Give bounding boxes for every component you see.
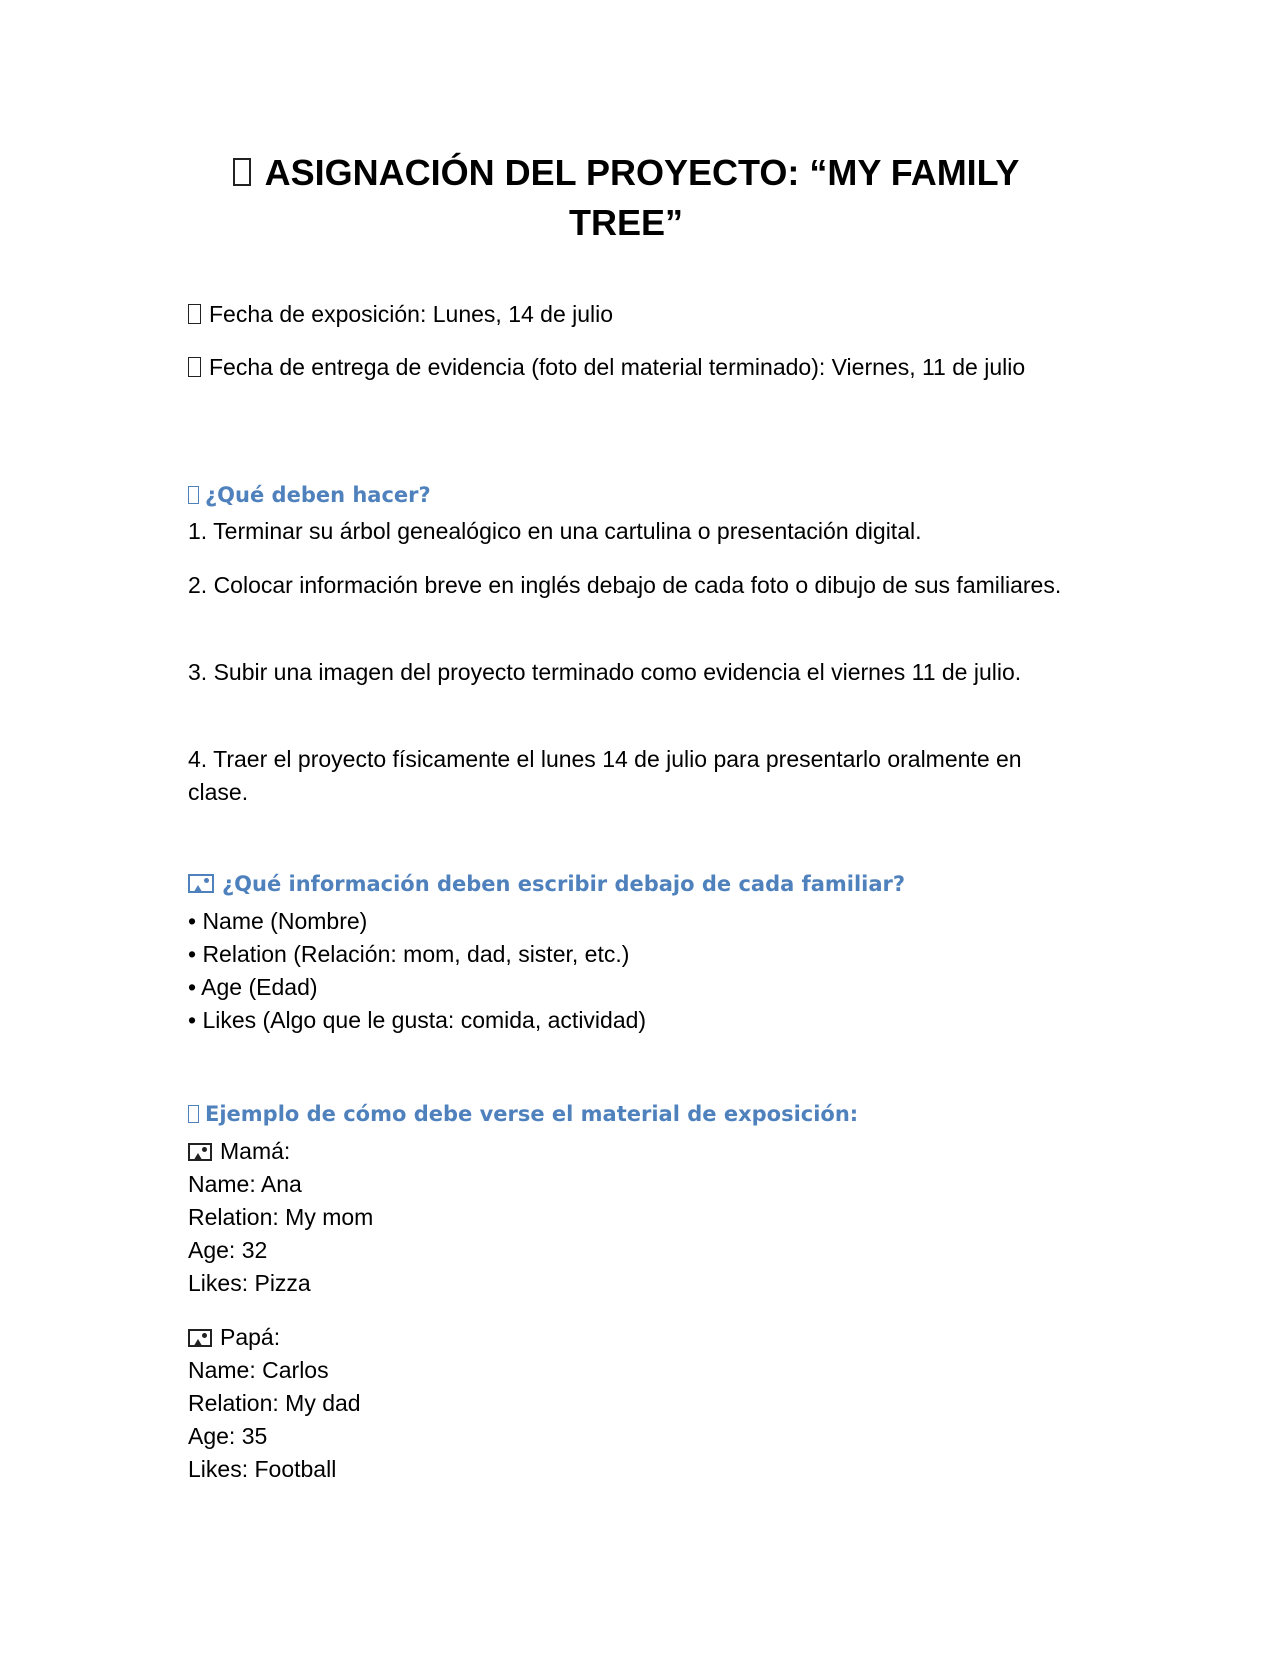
- framed-picture-icon: [188, 874, 214, 893]
- member-name: Name: Carlos: [188, 1357, 329, 1383]
- task-item-text: 2. Colocar información breve en inglés debajo de cada foto o dibujo de sus familiares.: [188, 572, 1062, 598]
- document-title-text: ASIGNACIÓN DEL PROYECTO: “MY FAMILY TREE”: [264, 152, 1020, 243]
- info-list-item: • Likes (Algo que le gusta: comida, actividad): [188, 1007, 647, 1033]
- missing-glyph-icon: [188, 304, 201, 324]
- exposition-date: [188, 298, 1068, 331]
- info-list-item: • Age (Edad): [188, 974, 318, 1000]
- task-item: [188, 569, 1068, 602]
- task-item-text: 3. Subir una imagen del proyecto terminado como evidencia el viernes 11 de julio.: [188, 659, 1022, 685]
- info-list: [188, 905, 1068, 1037]
- info-list-item: • Name (Nombre): [188, 908, 368, 934]
- task-item: [188, 656, 1068, 689]
- exposition-date-text: Fecha de exposición: Lunes, 14 de julio: [209, 301, 614, 327]
- task-item: [188, 515, 1068, 548]
- evidence-date-text: Fecha de entrega de evidencia (foto del material terminado): Viernes, 11 de julio: [209, 354, 1026, 380]
- framed-picture-icon: [188, 1329, 212, 1347]
- task-item-text: 4. Traer el proyecto físicamente el lunes 14 de julio para presentarlo oralmente en clase.: [188, 746, 1022, 805]
- example-heading-text: Ejemplo de cómo debe verse el material de exposición:: [205, 1102, 859, 1126]
- missing-glyph-icon: [188, 486, 199, 504]
- member-name: Name: Ana: [188, 1171, 302, 1197]
- tasks-heading: [188, 478, 1068, 512]
- tasks-heading-text: ¿Qué deben hacer?: [205, 483, 431, 507]
- member-likes: Likes: Football: [188, 1456, 337, 1482]
- missing-glyph-icon: [233, 158, 251, 186]
- missing-glyph-icon: [188, 357, 201, 377]
- evidence-date: [188, 351, 1068, 384]
- member-likes: Likes: Pizza: [188, 1270, 311, 1296]
- member-relation: Relation: My mom: [188, 1204, 374, 1230]
- example-member-dad: [188, 1321, 1068, 1486]
- example-member-mom: [188, 1135, 1068, 1300]
- task-item: [188, 743, 1068, 809]
- info-heading-text: ¿Qué información deben escribir debajo de cada familiar?: [222, 872, 906, 896]
- info-heading: [188, 867, 1068, 901]
- task-item-text: 1. Terminar su árbol genealógico en una cartulina o presentación digital.: [188, 518, 922, 544]
- example-heading: [188, 1097, 1068, 1131]
- member-age: Age: 32: [188, 1237, 268, 1263]
- member-label: Papá:: [220, 1324, 281, 1350]
- missing-glyph-icon: [188, 1105, 199, 1123]
- document-title: [188, 148, 1064, 248]
- member-label: Mamá:: [220, 1138, 291, 1164]
- framed-picture-icon: [188, 1143, 212, 1161]
- info-list-item: • Relation (Relación: mom, dad, sister, etc.): [188, 941, 630, 967]
- member-age: Age: 35: [188, 1423, 268, 1449]
- member-relation: Relation: My dad: [188, 1390, 361, 1416]
